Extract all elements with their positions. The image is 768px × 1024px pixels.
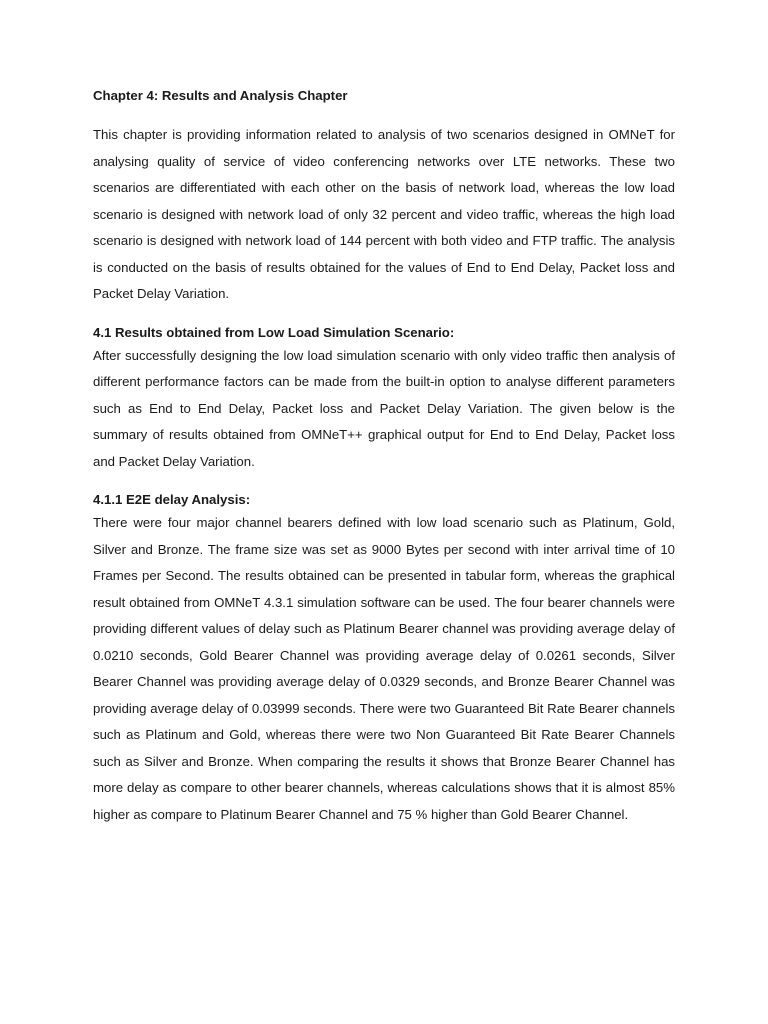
spacer (93, 308, 675, 323)
section-heading-4-1-1: 4.1.1 E2E delay Analysis: (93, 492, 251, 507)
section-heading-4-1: 4.1 Results obtained from Low Load Simulation Scenario: (93, 324, 455, 340)
section-4-1-paragraph: After successfully designing the low load simulation scenario with only video traffic then analysis of different performance factors can be made from the built-in option to analyse different parameters such as End to End Delay, Packet loss and Packet Delay Variation. The given below is the summary of results obtained from OMNeT++ graphical output for End to End Delay, Packet loss and Packet Delay Variation. (93, 347, 675, 469)
section-4-1-1-paragraph: There were four major channel bearers defined with low load scenario such as Platinum, Gold, Silver and Bronze. The frame size was set as 9000 Bytes per second with inter arrival time of 10 Frames per Second. The results obtained can be presented in tabular form, whereas the graphical result obtained from OMNeT 4.3.1 simulation software can be used. The four bearer channels were providing different values of delay such as Platinum Bearer channel was providing average delay of 0.0210 seconds, Gold Bearer Channel was providing average delay of 0.0261 seconds, Silver Bearer Channel was providing average delay of 0.0329 seconds, and Bronze Bearer Channel was providing average delay of 0.03999 seconds. There were two Guaranteed Bit Rate Bearer channels such as Platinum and Gold, whereas there were two Non Guaranteed Bit Rate Bearer Channels such as Silver and Bronze. When comparing the results it shows that Bronze Bearer Channel has more delay as compare to other bearer channels, whereas calculations shows that it is almost 85% higher as compare to Platinum Bearer Channel and 75 % higher than Gold Bearer Channel. (93, 515, 675, 822)
chapter-title: Chapter 4: Results and Analysis Chapter (93, 88, 348, 103)
intro-paragraph: This chapter is providing information related to analysis of two scenarios designed in OMNeT for analysing quality of service of video conferencing networks over LTE networks. These two scenarios are differentiated with each other on the basis of network load, whereas the low load scenario is designed with network load of only 32 percent and video traffic, whereas the high load scenario is designed with network load of 144 percent with both video and FTP traffic. The analysis is conducted on the basis of results obtained for the values of End to End Delay, Packet loss and Packet Delay Variation. (93, 127, 675, 301)
spacer (93, 475, 675, 490)
document-body (93, 86, 675, 828)
spacer (93, 106, 675, 122)
